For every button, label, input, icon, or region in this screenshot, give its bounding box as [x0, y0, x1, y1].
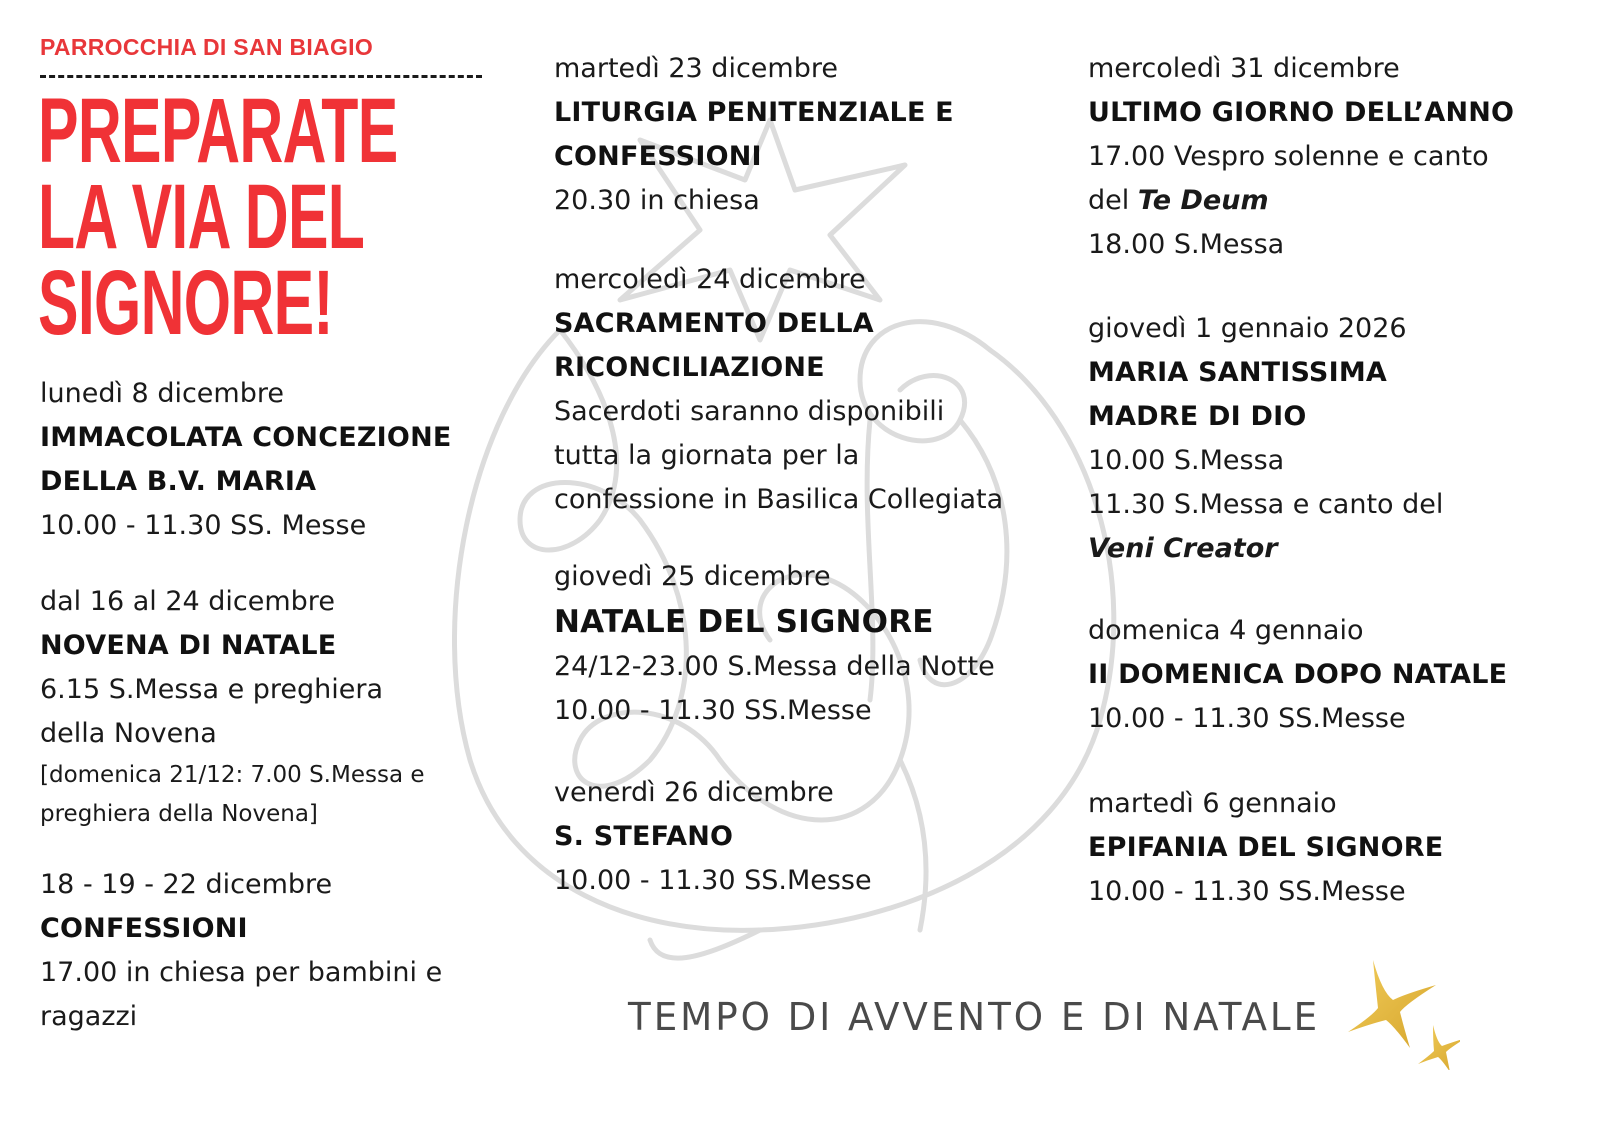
- event-time: 20.30 in chiesa: [554, 185, 760, 216]
- event-note: [domenica 21/12: 7.00 S.Messa e: [40, 762, 425, 788]
- event-ii-domenica: [1088, 609, 1507, 741]
- event-date: lunedì 8 dicembre: [40, 378, 284, 409]
- event-date: venerdì 26 dicembre: [554, 777, 834, 808]
- event-description: tutta la giornata per la: [554, 440, 860, 471]
- event-name: LITURGIA PENITENZIALE E: [554, 97, 954, 128]
- event-name: NATALE DEL SIGNORE: [554, 604, 934, 640]
- event-natale: [554, 555, 995, 733]
- event-name: SACRAMENTO DELLA: [554, 308, 874, 339]
- event-name: EPIFANIA DEL SIGNORE: [1088, 832, 1444, 863]
- event-description: Sacerdoti saranno disponibili: [554, 396, 945, 427]
- hymn-title: Te Deum: [1137, 185, 1269, 216]
- event-time: 10.00 - 11.30 SS.Messe: [1088, 703, 1406, 734]
- hymn-title: Veni Creator: [1088, 533, 1278, 564]
- title-line: PREPARATE: [38, 80, 398, 182]
- event-time: 10.00 S.Messa: [1088, 445, 1285, 476]
- event-date: domenica 4 gennaio: [1088, 615, 1364, 646]
- event-epifania: [1088, 782, 1443, 914]
- footer-tagline: TEMPO DI AVVENTO E DI NATALE: [628, 995, 1321, 1039]
- event-name: MADRE DI DIO: [1088, 401, 1307, 432]
- event-date: martedì 23 dicembre: [554, 53, 838, 84]
- sparkles-icon: [1300, 930, 1460, 1070]
- event-ultimo-giorno: [1088, 47, 1514, 267]
- event-name: S. STEFANO: [554, 821, 734, 852]
- event-time: [1088, 527, 1443, 571]
- event-name: CONFESSIONI: [40, 913, 248, 944]
- event-name: CONFESSIONI: [554, 141, 762, 172]
- event-maria-santissima: [1088, 307, 1443, 571]
- event-description: confessione in Basilica Collegiata: [554, 484, 1004, 515]
- event-name: NOVENA DI NATALE: [40, 630, 337, 661]
- event-time: 24/12-23.00 S.Messa della Notte: [554, 651, 995, 682]
- event-riconciliazione: [554, 258, 1003, 522]
- event-time: ragazzi: [40, 1001, 138, 1032]
- event-time: 17.00 Vespro solenne e canto: [1088, 141, 1489, 172]
- event-date: mercoledì 31 dicembre: [1088, 53, 1400, 84]
- event-time: 18.00 S.Messa: [1088, 229, 1285, 260]
- event-time: della Novena: [40, 718, 217, 749]
- event-time: 10.00 - 11.30 SS.Messe: [1088, 876, 1406, 907]
- title-line: SIGNORE!: [38, 252, 333, 354]
- event-name: MARIA SANTISSIMA: [1088, 357, 1387, 388]
- event-date: mercoledì 24 dicembre: [554, 264, 866, 295]
- event-time: 11.30 S.Messa e canto del: [1088, 489, 1444, 520]
- event-date: martedì 6 gennaio: [1088, 788, 1337, 819]
- page-title: [38, 80, 398, 354]
- event-santo-stefano: [554, 771, 872, 903]
- event-text: del: [1088, 185, 1138, 216]
- event-liturgia-penitenziale: [554, 47, 954, 223]
- event-novena: [40, 580, 425, 834]
- event-date: dal 16 al 24 dicembre: [40, 586, 335, 617]
- event-time: 10.00 - 11.30 SS. Messe: [40, 510, 367, 541]
- event-time: 10.00 - 11.30 SS.Messe: [554, 695, 872, 726]
- event-date: giovedì 25 dicembre: [554, 561, 831, 592]
- event-note: preghiera della Novena]: [40, 801, 318, 827]
- event-time: 17.00 in chiesa per bambini e: [40, 957, 443, 988]
- event-name: II DOMENICA DOPO NATALE: [1088, 659, 1508, 690]
- title-line: LA VIA DEL: [38, 166, 365, 268]
- event-confessioni: [40, 863, 442, 1039]
- event-immacolata: [40, 372, 452, 548]
- event-name: IMMACOLATA CONCEZIONE: [40, 422, 452, 453]
- event-time: [1088, 179, 1514, 223]
- dashed-divider: [40, 75, 482, 78]
- event-date: 18 - 19 - 22 dicembre: [40, 869, 333, 900]
- event-time: 10.00 - 11.30 SS.Messe: [554, 865, 872, 896]
- event-name: ULTIMO GIORNO DELL’ANNO: [1088, 97, 1515, 128]
- event-date: giovedì 1 gennaio 2026: [1088, 313, 1407, 344]
- event-time: 6.15 S.Messa e preghiera: [40, 674, 384, 705]
- event-name: DELLA B.V. MARIA: [40, 466, 317, 497]
- event-name: RICONCILIAZIONE: [554, 352, 825, 383]
- parish-name: PARROCCHIA DI SAN BIAGIO: [40, 34, 374, 60]
